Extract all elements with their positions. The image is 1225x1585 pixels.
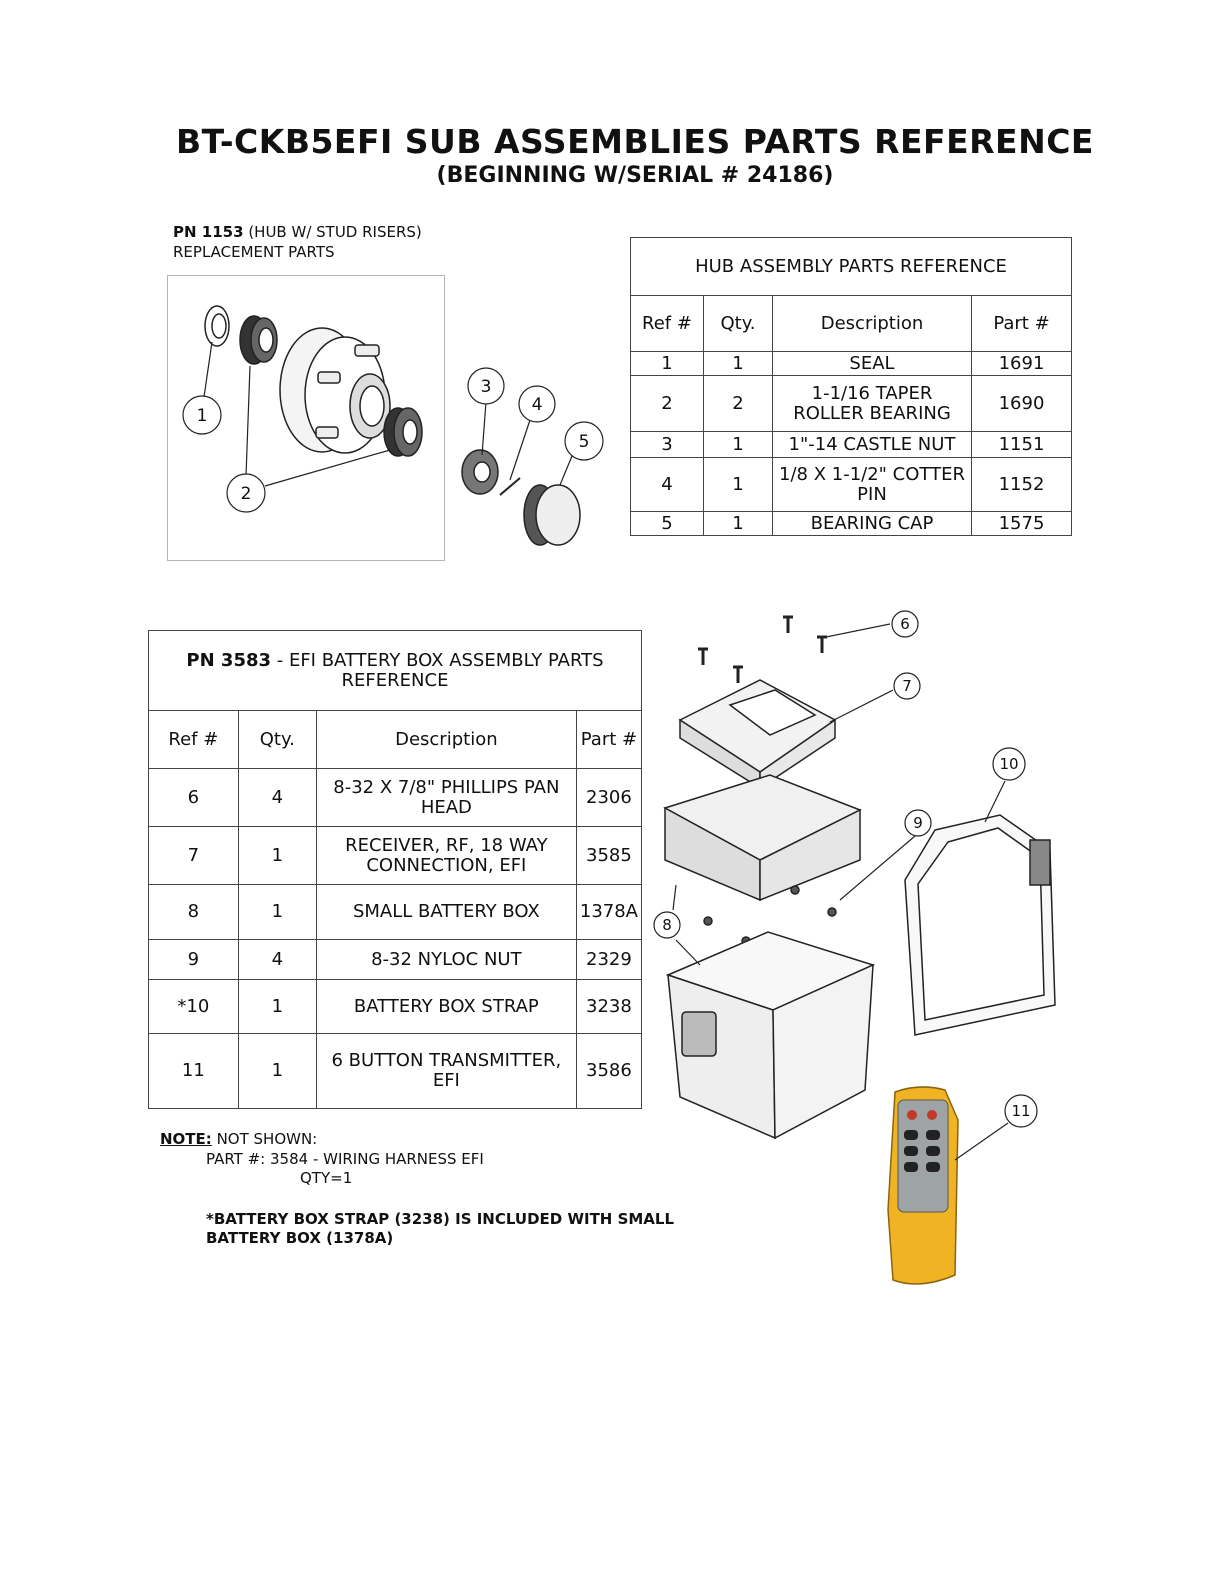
ref-cell: 7: [149, 827, 239, 885]
note-qty-line: QTY=1: [300, 1169, 353, 1187]
table-row: [149, 1034, 642, 1109]
table-row: [149, 980, 642, 1034]
battery-table-title-rest: - EFI BATTERY BOX ASSEMBLY PARTS REFERENCE: [271, 649, 604, 691]
callout-11: 11: [1011, 1102, 1031, 1120]
bearing-cap-icon: [524, 485, 580, 545]
callout-6: 6: [900, 615, 910, 633]
desc-cell: SMALL BATTERY BOX: [316, 885, 576, 940]
table-row: [149, 940, 642, 980]
qty-cell: 4: [238, 769, 316, 827]
ref-cell: *10: [149, 980, 239, 1034]
column-header: Description: [773, 296, 972, 352]
page-title: BT-CKB5EFI SUB ASSEMBLIES PARTS REFERENCE: [176, 122, 1094, 161]
note-strap-line: *BATTERY BOX STRAP (3238) IS INCLUDED WITH SMALL BATTERY BOX (1378A): [206, 1210, 675, 1247]
ref-cell: 8: [149, 885, 239, 940]
hub-heading-line2: REPLACEMENT PARTS: [173, 243, 335, 261]
note-part-line: PART #: 3584 - WIRING HARNESS EFI: [206, 1150, 484, 1168]
callout-1: 1: [196, 406, 208, 426]
table-row: [149, 827, 642, 885]
column-header: Qty.: [704, 296, 773, 352]
column-header: Qty.: [238, 711, 316, 769]
part-cell: 1378A: [576, 885, 641, 940]
table-row: [631, 352, 1072, 376]
qty-cell: 2: [704, 376, 773, 432]
part-cell: 1575: [972, 512, 1072, 536]
qty-cell: 1: [704, 458, 773, 512]
part-cell: 2306: [576, 769, 641, 827]
desc-cell: 8-32 NYLOC NUT: [316, 940, 576, 980]
desc-cell: BATTERY BOX STRAP: [316, 980, 576, 1034]
battery-table-pn: PN 3583: [186, 649, 272, 671]
qty-cell: 1: [704, 352, 773, 376]
part-cell: 3238: [576, 980, 641, 1034]
column-header: Ref #: [149, 711, 239, 769]
hub-pn: PN 1153: [173, 223, 244, 241]
desc-cell: 1"-14 CASTLE NUT: [773, 432, 972, 458]
battery-box-exploded-illustration: [665, 617, 1055, 1138]
desc-cell: BEARING CAP: [773, 512, 972, 536]
column-header: Part #: [972, 296, 1072, 352]
hub-parts-table: [630, 237, 1072, 536]
table-row: [631, 376, 1072, 432]
table-row: [631, 432, 1072, 458]
part-cell: 1151: [972, 432, 1072, 458]
cotter-pin-icon: [500, 478, 520, 495]
ref-cell: 11: [149, 1034, 239, 1109]
part-cell: 1152: [972, 458, 1072, 512]
ref-cell: 4: [631, 458, 704, 512]
battery-table-title: [149, 631, 642, 711]
callout-3: 3: [480, 377, 492, 397]
callout-10: 10: [999, 755, 1019, 773]
column-header: Part #: [576, 711, 641, 769]
part-cell: 1691: [972, 352, 1072, 376]
qty-cell: 1: [238, 1034, 316, 1109]
table-row: [631, 458, 1072, 512]
callout-8: 8: [662, 916, 672, 934]
hub-table-header-row: [631, 296, 1072, 352]
desc-cell: 8-32 X 7/8" PHILLIPS PAN HEAD: [316, 769, 576, 827]
ref-cell: 2: [631, 376, 704, 432]
callout-9: 9: [913, 814, 923, 832]
callout-4: 4: [531, 395, 543, 415]
callout-7: 7: [902, 677, 912, 695]
ref-cell: 5: [631, 512, 704, 536]
ref-cell: 6: [149, 769, 239, 827]
transmitter-icon: [888, 1087, 958, 1284]
note-text: NOT SHOWN:: [211, 1130, 318, 1148]
page-subtitle: (BEGINNING W/SERIAL # 24186): [436, 163, 834, 188]
part-cell: 3586: [576, 1034, 641, 1109]
part-cell: 1690: [972, 376, 1072, 432]
battery-table-header-row: [149, 711, 642, 769]
qty-cell: 1: [238, 885, 316, 940]
castle-nut-icon: [462, 450, 498, 494]
qty-cell: 1: [238, 980, 316, 1034]
qty-cell: 1: [238, 827, 316, 885]
hub-pn-desc: (HUB W/ STUD RISERS): [248, 223, 422, 241]
hub-assembly-illustration: [205, 306, 422, 456]
note: [160, 1130, 317, 1149]
table-row: [631, 512, 1072, 536]
hub-table-title: HUB ASSEMBLY PARTS REFERENCE: [631, 238, 1072, 296]
table-row: [149, 885, 642, 940]
callout-2: 2: [240, 484, 252, 504]
desc-cell: 6 BUTTON TRANSMITTER, EFI: [316, 1034, 576, 1109]
desc-cell: 1-1/16 TAPER ROLLER BEARING: [773, 376, 972, 432]
table-row: [149, 769, 642, 827]
qty-cell: 1: [704, 512, 773, 536]
qty-cell: 4: [238, 940, 316, 980]
desc-cell: RECEIVER, RF, 18 WAY CONNECTION, EFI: [316, 827, 576, 885]
qty-cell: 1: [704, 432, 773, 458]
column-header: Description: [316, 711, 576, 769]
battery-parts-table: [148, 630, 642, 1109]
part-cell: 2329: [576, 940, 641, 980]
ref-cell: 1: [631, 352, 704, 376]
part-cell: 3585: [576, 827, 641, 885]
note-label: NOTE:: [160, 1130, 212, 1148]
column-header: Ref #: [631, 296, 704, 352]
callout-5: 5: [578, 432, 590, 452]
ref-cell: 3: [631, 432, 704, 458]
desc-cell: 1/8 X 1-1/2" COTTER PIN: [773, 458, 972, 512]
desc-cell: SEAL: [773, 352, 972, 376]
ref-cell: 9: [149, 940, 239, 980]
